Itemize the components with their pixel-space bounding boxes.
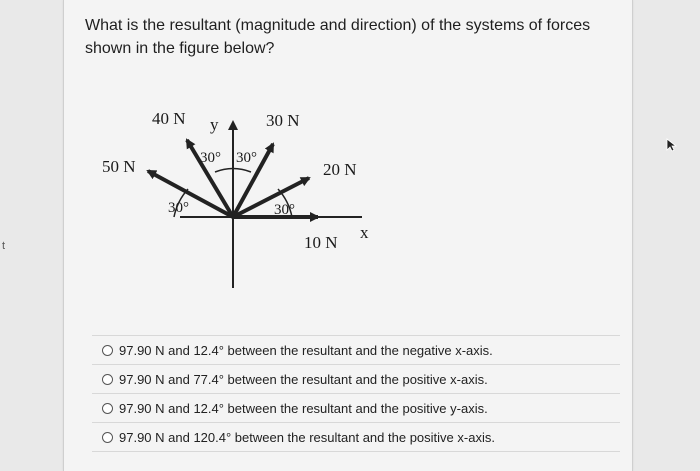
angle-label-top-right: 30° — [236, 150, 257, 166]
edge-text-fragment: t — [2, 240, 6, 252]
angle-label-top-left: 30° — [200, 150, 221, 166]
force-diagram — [90, 100, 390, 295]
force-50n-label: 50 N — [102, 157, 136, 176]
answer-option-3-label: 97.90 N and 12.4° between the resultant and the positive y-axis. — [119, 400, 488, 416]
force-diagram-svg — [90, 100, 390, 295]
radio-button-icon[interactable] — [102, 432, 113, 443]
answer-option-2[interactable] — [92, 364, 620, 393]
answer-option-4[interactable] — [92, 422, 620, 452]
radio-button-icon[interactable] — [102, 403, 113, 414]
mouse-cursor-icon — [666, 138, 678, 152]
force-30n-label: 30 N — [266, 111, 300, 130]
angle-label-lower-left: 30° — [168, 200, 189, 216]
answer-option-4-label: 97.90 N and 120.4° between the resultant and the positive x-axis. — [119, 429, 495, 445]
force-20n-label: 20 N — [323, 160, 357, 179]
radio-button-icon[interactable] — [102, 345, 113, 356]
answer-option-3[interactable] — [92, 393, 620, 422]
answer-option-1[interactable] — [92, 335, 620, 364]
y-axis-label: y — [210, 115, 219, 134]
force-10n-label: 10 N — [304, 233, 338, 252]
answer-options — [92, 335, 620, 452]
answer-option-2-label: 97.90 N and 77.4° between the resultant and the positive x-axis. — [119, 371, 488, 387]
x-axis-label: x — [360, 223, 369, 242]
answer-option-1-label: 97.90 N and 12.4° between the resultant and the negative x-axis. — [119, 342, 493, 358]
angle-label-lower-right: 30° — [274, 202, 295, 218]
force-40n-label: 40 N — [152, 109, 186, 128]
radio-button-icon[interactable] — [102, 374, 113, 385]
question-text: What is the resultant (magnitude and direction) of the systems of forces shown in the figure below? — [85, 17, 591, 57]
